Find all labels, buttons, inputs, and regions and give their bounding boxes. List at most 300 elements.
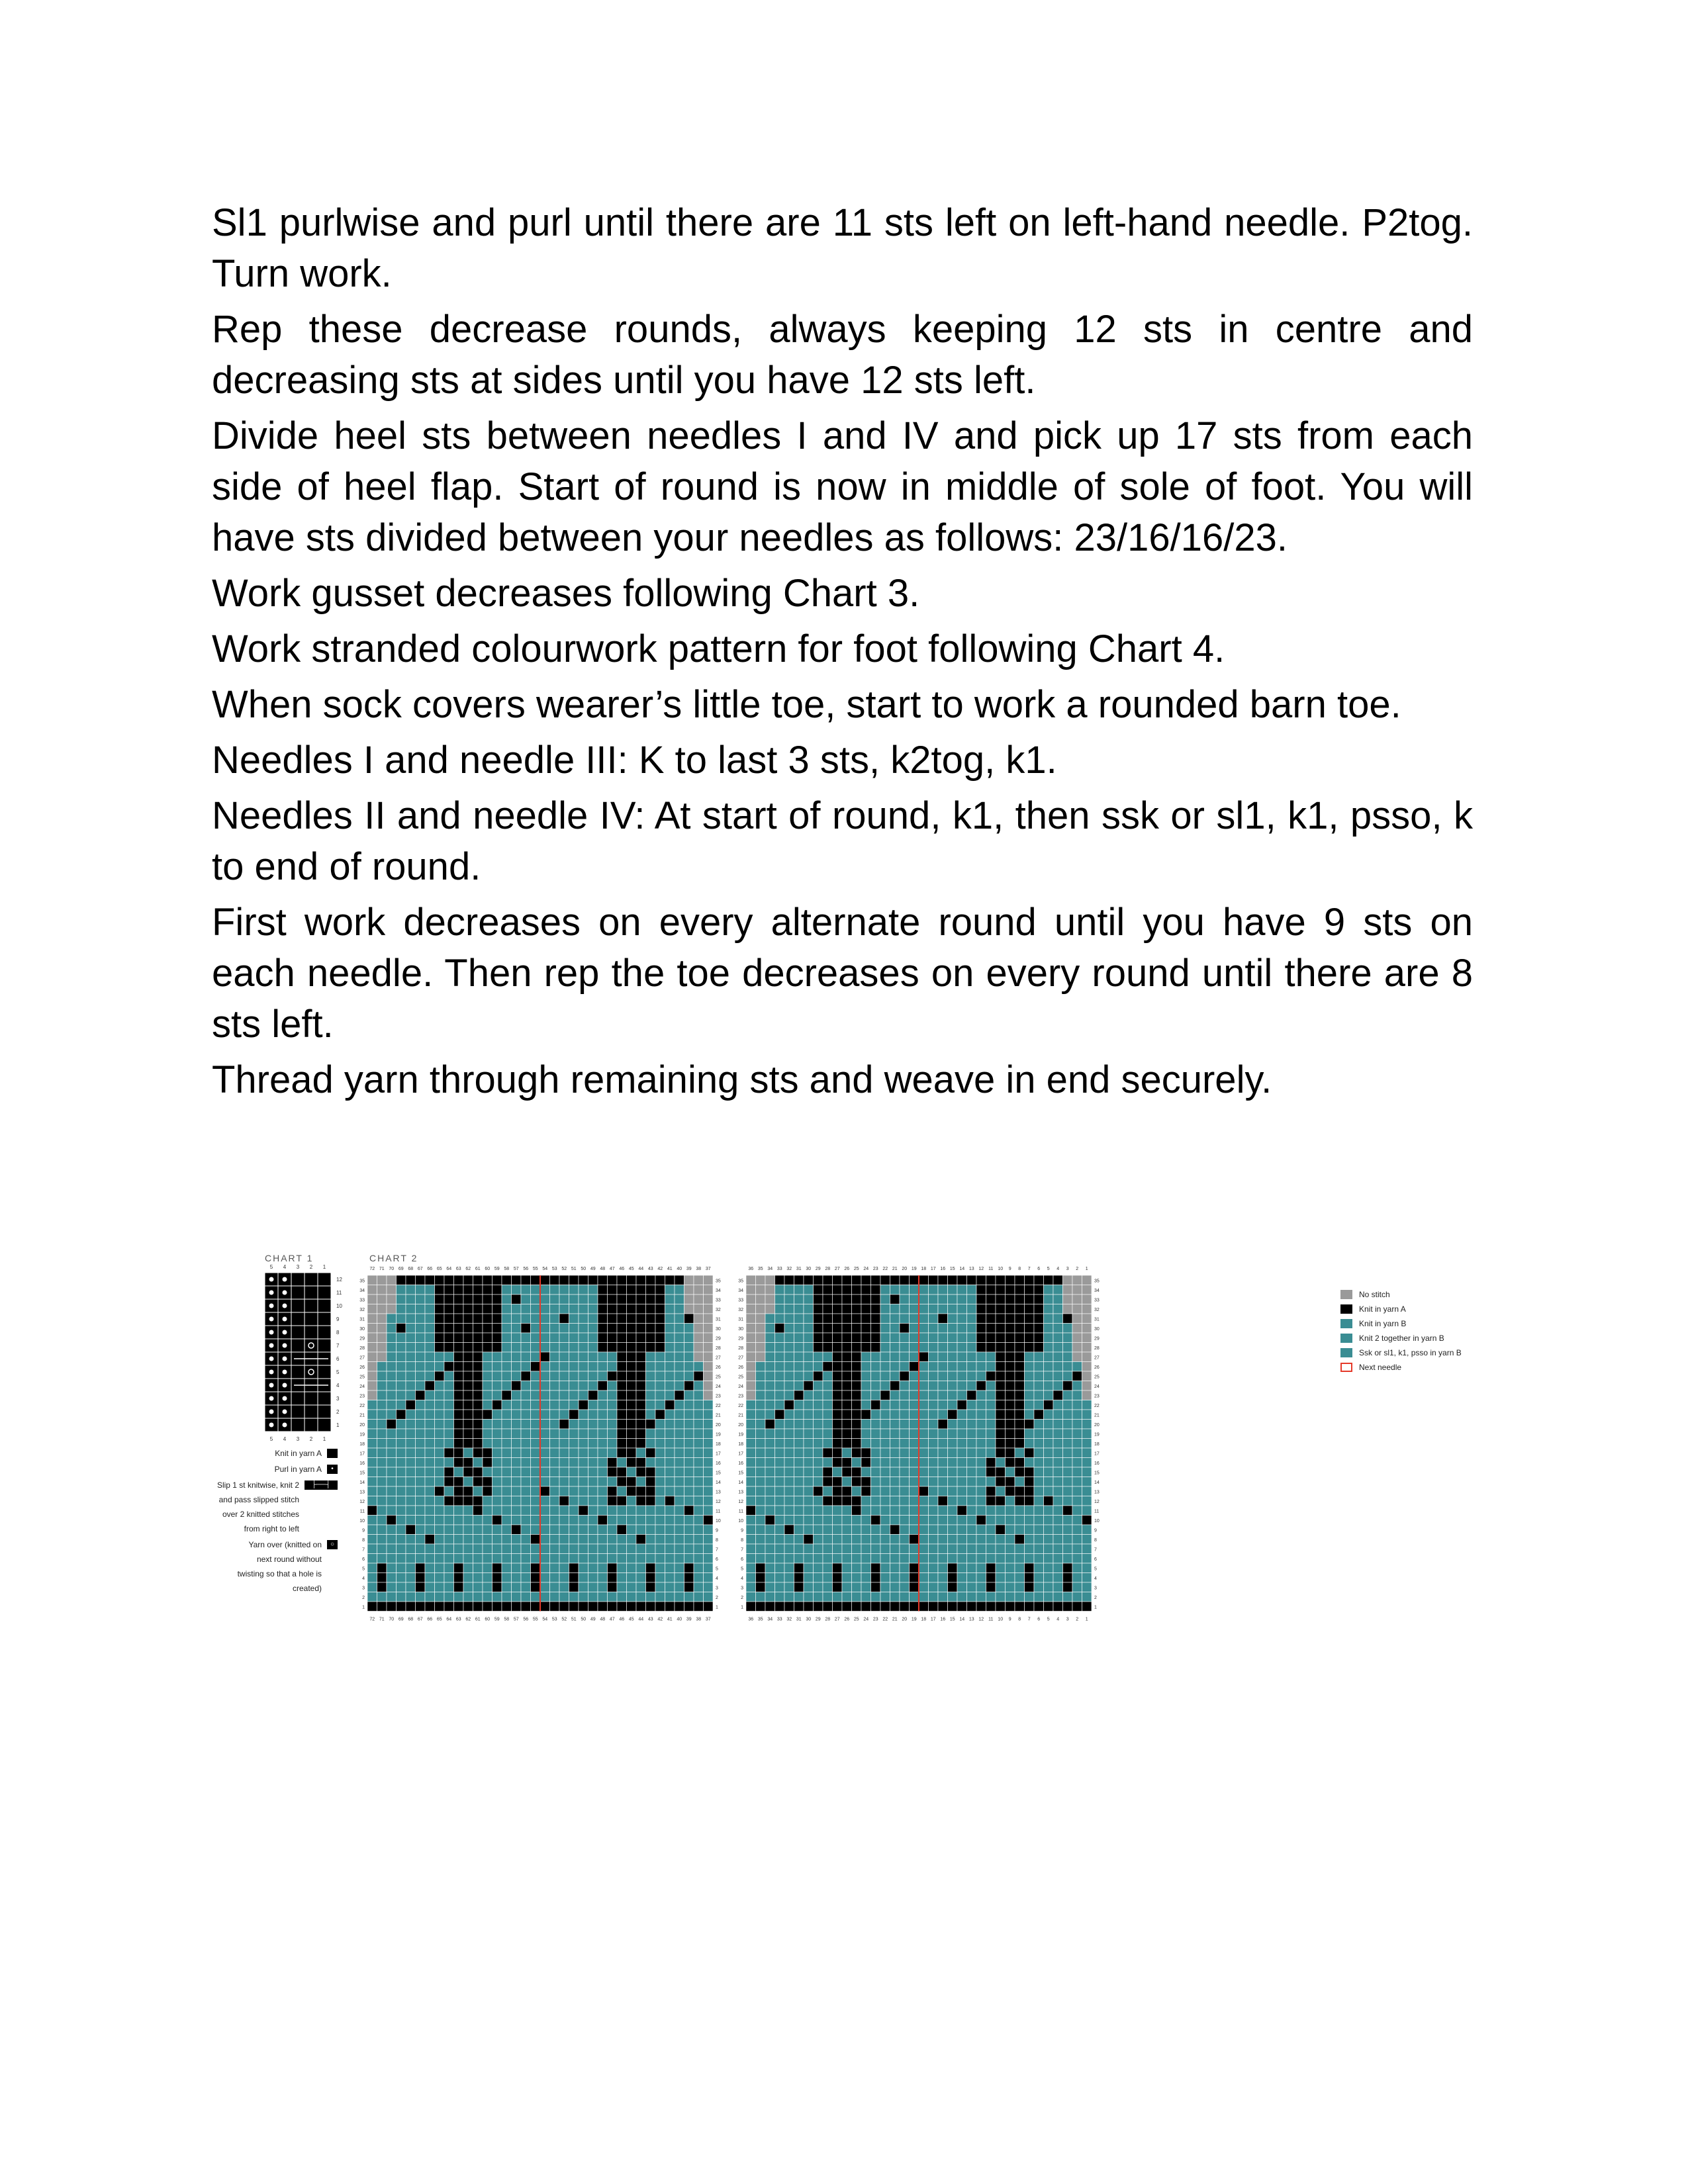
chart2-cell — [986, 1285, 996, 1295]
chart2-col-label: 56 — [523, 1267, 529, 1271]
chart2-cell — [559, 1486, 569, 1496]
chart2-cell — [929, 1544, 939, 1554]
chart2-cell — [996, 1448, 1006, 1458]
chart2-cell — [367, 1400, 377, 1410]
chart2-cell — [910, 1582, 919, 1592]
chart2-cell — [483, 1467, 492, 1477]
chart2-cell — [765, 1352, 775, 1362]
chart2-cell — [675, 1400, 684, 1410]
chart2-cell — [425, 1352, 435, 1362]
chart2-cell — [569, 1602, 579, 1612]
chart2-cell — [986, 1563, 996, 1573]
chart2-cell — [929, 1439, 939, 1449]
chart2-cell — [636, 1429, 646, 1439]
chart2-cell — [608, 1544, 618, 1554]
chart2-cell — [1006, 1362, 1015, 1372]
chart2-cell — [967, 1602, 977, 1612]
chart2-cell — [588, 1506, 598, 1516]
chart2-cell — [871, 1467, 881, 1477]
chart2-row-label: 25 — [1094, 1375, 1100, 1380]
chart2-cell — [463, 1467, 473, 1477]
chart2-cell — [1006, 1410, 1015, 1420]
chart2-cell — [435, 1458, 445, 1468]
chart2-cell — [627, 1525, 637, 1535]
chart2-col-label: 31 — [796, 1617, 802, 1622]
chart2-cell — [425, 1324, 435, 1334]
chart2-cell — [444, 1506, 454, 1516]
chart2-cell — [833, 1304, 843, 1314]
chart2-cell — [756, 1295, 766, 1304]
chart2-cell — [704, 1582, 714, 1592]
chart2-cell — [473, 1324, 483, 1334]
chart2-cell — [976, 1429, 986, 1439]
chart2-row-label: 6 — [741, 1557, 743, 1562]
chart2-col-label: 57 — [513, 1617, 519, 1622]
chart2-cell — [929, 1467, 939, 1477]
chart2-cell — [444, 1535, 454, 1545]
chart2-cell — [957, 1525, 967, 1535]
chart2-row-label: 14 — [1094, 1480, 1100, 1485]
chart2-cell — [765, 1381, 775, 1391]
chart2-cell — [463, 1573, 473, 1583]
chart2-row-label: 22 — [359, 1403, 365, 1408]
chart2-cell — [694, 1573, 704, 1583]
chart2-cell — [454, 1420, 464, 1430]
chart2-cell — [636, 1516, 646, 1525]
chart2-cell — [1053, 1582, 1063, 1592]
chart2-cell — [756, 1439, 766, 1449]
chart2-cell — [617, 1324, 627, 1334]
chart2-cell — [996, 1496, 1006, 1506]
chart2-cell — [397, 1554, 406, 1564]
chart2-cell — [1034, 1525, 1044, 1535]
chart2-cell — [425, 1458, 435, 1468]
chart2-cell — [550, 1544, 560, 1554]
chart2-cell — [852, 1467, 862, 1477]
chart2-cell — [919, 1448, 929, 1458]
chart2-legend-label: Knit in yarn B — [1359, 1319, 1407, 1328]
chart2-cell — [842, 1582, 852, 1592]
chart2-cell — [569, 1544, 579, 1554]
chart2-cell — [550, 1486, 560, 1496]
chart2-cell — [540, 1275, 550, 1285]
chart2-cell — [861, 1477, 871, 1487]
chart2-cell — [910, 1304, 919, 1314]
chart2-cell — [579, 1477, 588, 1487]
chart2-cell — [823, 1467, 833, 1477]
chart2-cell — [608, 1458, 618, 1468]
chart2-cell — [492, 1506, 502, 1516]
chart2-cell — [1072, 1554, 1082, 1564]
chart2-cell — [454, 1563, 464, 1573]
chart2-cell — [1044, 1314, 1054, 1324]
chart2-cell — [694, 1477, 704, 1487]
chart2-cell — [967, 1420, 977, 1430]
chart2-cell — [1082, 1544, 1092, 1554]
chart2-cell — [636, 1304, 646, 1314]
chart2-cell — [861, 1506, 871, 1516]
chart2-cell — [1072, 1362, 1082, 1372]
chart2-cell — [976, 1362, 986, 1372]
chart2-cell — [842, 1516, 852, 1525]
chart2-cell — [814, 1535, 823, 1545]
chart2-cell — [425, 1439, 435, 1449]
chart2-cell — [861, 1400, 871, 1410]
chart2-cell — [1015, 1496, 1025, 1506]
chart1-col-label: 2 — [309, 1264, 313, 1270]
chart2-cell — [598, 1362, 608, 1372]
chart2-cell — [531, 1352, 541, 1362]
chart2-cell — [521, 1544, 531, 1554]
chart2-cell — [627, 1295, 637, 1304]
chart2-cell — [435, 1506, 445, 1516]
chart2-cell — [948, 1582, 958, 1592]
chart2-cell — [655, 1420, 665, 1430]
chart2-cell — [794, 1295, 804, 1304]
chart2-cell — [550, 1324, 560, 1334]
chart2-cell — [579, 1420, 588, 1430]
chart2-cell — [588, 1362, 598, 1372]
chart2-cell — [397, 1506, 406, 1516]
chart2-row-label: 12 — [359, 1499, 365, 1504]
chart2-cell — [814, 1333, 823, 1343]
chart2-cell — [1025, 1390, 1035, 1400]
chart2-cell — [367, 1467, 377, 1477]
chart2-col-label: 20 — [902, 1267, 908, 1271]
chart2-cell — [1015, 1506, 1025, 1516]
chart2-col-label: 9 — [1008, 1617, 1011, 1622]
chart2-cell — [1082, 1371, 1092, 1381]
chart1-cell — [305, 1405, 318, 1418]
chart2-cell — [492, 1371, 502, 1381]
chart2-cell — [704, 1535, 714, 1545]
chart2-cell — [1044, 1324, 1054, 1334]
chart2-cell — [435, 1381, 445, 1391]
chart2-cell — [986, 1448, 996, 1458]
chart2-cell — [976, 1352, 986, 1362]
chart2-cell — [794, 1410, 804, 1420]
chart2-cell — [746, 1506, 756, 1516]
chart2-col-label: 18 — [921, 1617, 927, 1622]
chart2-legend-label: Next needle — [1359, 1363, 1402, 1372]
chart2-cell — [377, 1381, 387, 1391]
chart2-cell — [938, 1285, 948, 1295]
chart2-cell — [1006, 1439, 1015, 1449]
chart2-col-label: 8 — [1018, 1617, 1021, 1622]
chart2-cell — [996, 1390, 1006, 1400]
chart2-col-label: 43 — [647, 1267, 653, 1271]
chart2-cell — [665, 1563, 675, 1573]
chart2-cell — [784, 1352, 794, 1362]
chart2-cell — [684, 1352, 694, 1362]
chart2-cell — [929, 1582, 939, 1592]
chart2-cell — [636, 1458, 646, 1468]
chart2-cell — [900, 1477, 910, 1487]
chart2-cell — [435, 1352, 445, 1362]
chart2-cell — [794, 1458, 804, 1468]
chart2-cell — [694, 1439, 704, 1449]
chart2-cell — [910, 1381, 919, 1391]
chart2-cell — [929, 1429, 939, 1439]
chart2-cell — [890, 1420, 900, 1430]
chart2-cell — [454, 1285, 464, 1295]
chart2-cell — [387, 1314, 397, 1324]
chart2-cell — [861, 1582, 871, 1592]
chart2-cell — [694, 1582, 704, 1592]
chart2-cell — [852, 1352, 862, 1362]
chart2-cell — [948, 1602, 958, 1612]
chart2-cell — [406, 1410, 416, 1420]
chart2-row-label: 21 — [738, 1413, 743, 1418]
chart1-cell — [305, 1299, 318, 1312]
chart2-cell — [1044, 1563, 1054, 1573]
chart2-cell — [444, 1410, 454, 1420]
chart2-cell — [694, 1554, 704, 1564]
chart2-cell — [425, 1420, 435, 1430]
chart2-cell — [627, 1477, 637, 1487]
chart2-cell — [746, 1573, 756, 1583]
chart2-cell — [684, 1295, 694, 1304]
chart2-cell — [957, 1371, 967, 1381]
chart2-cell — [842, 1333, 852, 1343]
chart2-cell — [377, 1516, 387, 1525]
chart2-cell — [694, 1602, 704, 1612]
chart2-cell — [871, 1314, 881, 1324]
chart2-cell — [948, 1410, 958, 1420]
chart2-cell — [794, 1371, 804, 1381]
chart2-cell — [861, 1324, 871, 1334]
chart2-cell — [512, 1525, 522, 1535]
chart2-cell — [814, 1467, 823, 1477]
chart2-cell — [814, 1525, 823, 1535]
chart2-cell — [598, 1448, 608, 1458]
chart2-cell — [1015, 1371, 1025, 1381]
chart2-cell — [608, 1275, 618, 1285]
chart2-cell — [454, 1275, 464, 1285]
chart2-cell — [900, 1486, 910, 1496]
chart2-row-label: 25 — [716, 1375, 721, 1380]
chart2-cell — [531, 1420, 541, 1430]
chart2-cell — [397, 1448, 406, 1458]
chart2-row-label: 28 — [359, 1345, 365, 1351]
chart2-cell — [646, 1544, 656, 1554]
chart2-cell — [608, 1295, 618, 1304]
chart2-cell — [473, 1516, 483, 1525]
chart2-cell — [1044, 1420, 1054, 1430]
chart2-cell — [387, 1516, 397, 1525]
chart2-cell — [794, 1592, 804, 1602]
chart2-col-label: 56 — [523, 1617, 529, 1622]
chart2-cell — [900, 1582, 910, 1592]
chart2-cell — [435, 1516, 445, 1525]
chart2-cell — [1025, 1516, 1035, 1525]
chart2-cell — [861, 1371, 871, 1381]
chart2-cell — [559, 1343, 569, 1353]
chart1-row-label: 7 — [336, 1343, 340, 1349]
chart2-cell — [540, 1285, 550, 1295]
chart2-cell — [646, 1525, 656, 1535]
chart2-cell — [765, 1285, 775, 1295]
chart2-cell — [910, 1439, 919, 1449]
chart2-cell — [746, 1544, 756, 1554]
chart2-cell — [579, 1390, 588, 1400]
chart2-cell — [416, 1275, 426, 1285]
chart2-cell — [588, 1486, 598, 1496]
chart2-cell — [1072, 1343, 1082, 1353]
chart2-row-label: 2 — [1094, 1595, 1097, 1600]
chart2-cell — [775, 1314, 785, 1324]
chart2-col-label: 3 — [1066, 1617, 1069, 1622]
chart2-cell — [512, 1544, 522, 1554]
chart2-cell — [454, 1343, 464, 1353]
chart2-row-label: 15 — [716, 1471, 721, 1476]
chart2-col-label: 59 — [494, 1617, 500, 1622]
chart2-cell — [794, 1535, 804, 1545]
chart2-cell — [938, 1477, 948, 1487]
instruction-paragraph: Rep these decrease rounds, always keeping 12 sts in centre and decreasing sts at sides until you have 12 sts left. — [212, 308, 1473, 402]
chart2-cell — [957, 1554, 967, 1564]
chart2-cell — [646, 1362, 656, 1372]
chart2-cell — [377, 1439, 387, 1449]
chart2-cell — [967, 1592, 977, 1602]
chart2-cell — [1053, 1458, 1063, 1468]
chart2-cell — [1025, 1324, 1035, 1334]
chart2-cell — [823, 1544, 833, 1554]
chart2-cell — [627, 1324, 637, 1334]
legend-swatch-icon — [1340, 1304, 1352, 1314]
chart2-cell — [435, 1333, 445, 1343]
chart2-cell — [1025, 1458, 1035, 1468]
chart2-cell — [1025, 1343, 1035, 1353]
chart2-cell — [1044, 1304, 1054, 1314]
chart2-cell — [704, 1477, 714, 1487]
chart2-cell — [880, 1486, 890, 1496]
chart2-cell — [531, 1304, 541, 1314]
chart2-cell — [406, 1554, 416, 1564]
chart2-cell — [627, 1467, 637, 1477]
chart2-cell — [397, 1410, 406, 1420]
chart2-cell — [957, 1448, 967, 1458]
chart2-cell — [1053, 1554, 1063, 1564]
chart2-col-label: 4 — [1056, 1617, 1060, 1622]
chart2-col-label: 33 — [776, 1267, 782, 1271]
chart2-cell — [1053, 1390, 1063, 1400]
chart2-cell — [967, 1429, 977, 1439]
chart2-cell — [454, 1371, 464, 1381]
chart2-cell — [598, 1304, 608, 1314]
chart2-cell — [444, 1448, 454, 1458]
chart2-cell — [502, 1525, 512, 1535]
chart2-cell — [1006, 1563, 1015, 1573]
chart2-col-label: 64 — [446, 1617, 452, 1622]
chart2-cell — [1082, 1400, 1092, 1410]
chart2-cell — [948, 1516, 958, 1525]
chart2-cell — [387, 1324, 397, 1334]
chart2-cell — [454, 1458, 464, 1468]
chart2-cell — [919, 1343, 929, 1353]
chart2-cell — [483, 1544, 492, 1554]
chart2-cell — [775, 1458, 785, 1468]
chart2-cell — [957, 1573, 967, 1583]
chart2-cell — [502, 1554, 512, 1564]
chart2-cell — [502, 1314, 512, 1324]
chart2-cell — [531, 1486, 541, 1496]
chart2-cell — [996, 1400, 1006, 1410]
chart2-cell — [444, 1467, 454, 1477]
chart2-cell — [756, 1275, 766, 1285]
chart2-cell — [569, 1410, 579, 1420]
chart2-cell — [775, 1439, 785, 1449]
chart2-cell — [880, 1420, 890, 1430]
chart2-cell — [406, 1486, 416, 1496]
chart2-cell — [1053, 1362, 1063, 1372]
chart2-cell — [665, 1352, 675, 1362]
chart2-cell — [636, 1486, 646, 1496]
chart2-cell — [938, 1602, 948, 1612]
chart2-cell — [531, 1516, 541, 1525]
chart2-cell — [406, 1304, 416, 1314]
chart2-cell — [1015, 1429, 1025, 1439]
chart2-cell — [550, 1592, 560, 1602]
chart2-cell — [794, 1304, 804, 1314]
chart2-cell — [646, 1429, 656, 1439]
chart2-cell — [540, 1343, 550, 1353]
chart2-cell — [367, 1314, 377, 1324]
chart2-cell — [416, 1467, 426, 1477]
chart2-col-label: 11 — [988, 1267, 994, 1271]
chart2-cell — [416, 1525, 426, 1535]
chart2-cell — [823, 1554, 833, 1564]
chart2-cell — [377, 1554, 387, 1564]
chart2-cell — [435, 1343, 445, 1353]
chart2-cell — [588, 1420, 598, 1430]
chart2-cell — [483, 1477, 492, 1487]
chart2-cell — [540, 1525, 550, 1535]
chart2-cell — [1053, 1467, 1063, 1477]
instruction-paragraph: Work stranded colourwork pattern for foot following Chart 4. — [212, 627, 1225, 670]
chart2-cell — [948, 1390, 958, 1400]
chart2-cell — [665, 1602, 675, 1612]
chart2-cell — [986, 1390, 996, 1400]
chart2-cell — [842, 1285, 852, 1295]
chart2-cell — [794, 1429, 804, 1439]
chart2-cell — [617, 1390, 627, 1400]
chart2-cell — [377, 1486, 387, 1496]
chart2-cell — [675, 1448, 684, 1458]
chart2-cell — [804, 1554, 814, 1564]
chart2-cell — [756, 1324, 766, 1334]
chart2-cell — [804, 1477, 814, 1487]
chart2-cell — [976, 1563, 986, 1573]
chart2-cell — [655, 1516, 665, 1525]
chart2-cell — [996, 1352, 1006, 1362]
chart1-cell — [291, 1312, 305, 1326]
chart2-cell — [655, 1381, 665, 1391]
chart2-cell — [569, 1352, 579, 1362]
chart2-cell — [598, 1390, 608, 1400]
chart2-cell — [694, 1390, 704, 1400]
chart2-cell — [996, 1314, 1006, 1324]
chart2-cell — [646, 1582, 656, 1592]
chart2-cell — [852, 1563, 862, 1573]
chart2-cell — [890, 1573, 900, 1583]
chart2-cell — [598, 1400, 608, 1410]
chart2-cell — [976, 1304, 986, 1314]
chart2-cell — [367, 1304, 377, 1314]
chart2-cell — [804, 1602, 814, 1612]
chart2-row-label: 7 — [716, 1547, 718, 1553]
chart2-cell — [1044, 1477, 1054, 1487]
